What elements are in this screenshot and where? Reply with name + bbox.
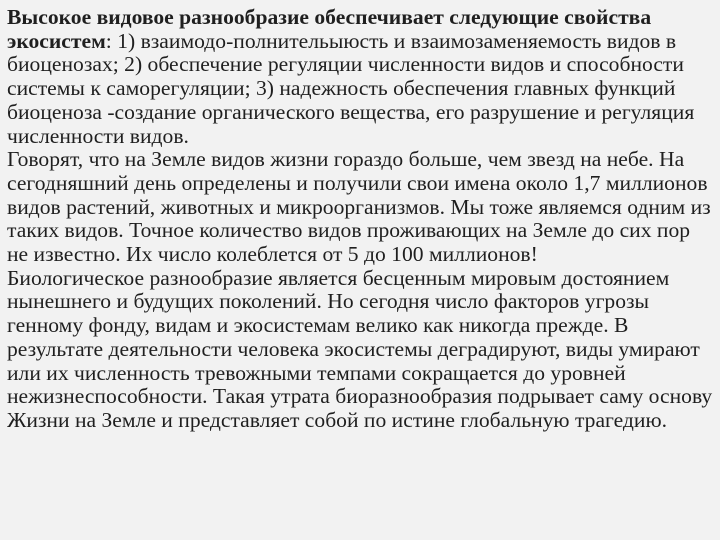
paragraph-species-count: Говорят, что на Земле видов жизни гораздо больше, чем звезд на небе. На сегодняшний день определены и получили свои имена около 1,7 миллионов видов растений, животных и микроорганизмов. Мы тоже являемся одним из таких видов. Точное количество видов проживающих на Земле до сих пор не известно. Их число колеблется от 5 до 100 миллионов! xyxy=(7,147,711,267)
paragraph-biodiversity-value: Биологическое разнообразие является бесценным мировым достоянием нынешнего и будущих поколений. Но сегодня число факторов угрозы генному фонду, видам и экосистемам велико как никогда прежде. В результате деятельности человека экосистемы деградируют, виды умирают или их численность тревожными темпами сокращается до уровней нежизнеспособности. Такая утрата биоразнообразия подрывает саму основу Жизни на Земле и представляет собой по истине глобальную трагедию. xyxy=(7,265,713,432)
paragraph-lead-rest: : 1) взаимодо-полнительыюсть и взаимозаменяемость видов в биоценозах; 2) обеспечение регуляции численности видов и способности системы к саморегуляции; 3) надежность обеспечения главных функций биоценоза -создание органического вещества, его разрушение и регуляция численности видов. xyxy=(7,28,695,148)
paragraph-ecosystem-properties xyxy=(7,6,714,148)
paragraph-lead-bold: Высокое видовое разнообразие обеспечивает следующие свойства экосистем xyxy=(7,5,652,53)
